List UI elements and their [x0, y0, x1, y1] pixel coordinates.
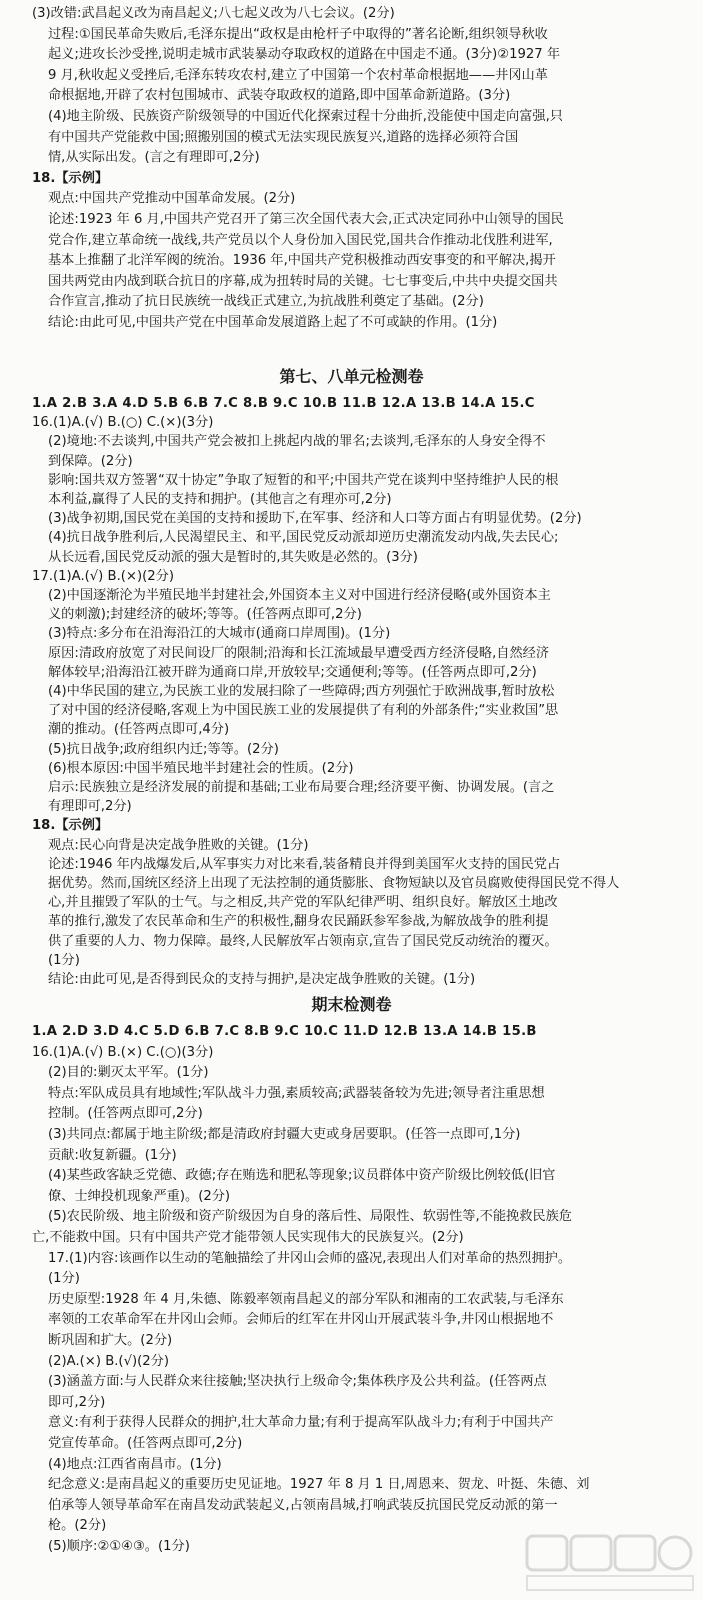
answer-line: 17.(1)A.(√) B.(×)(2分)	[32, 568, 174, 584]
answer-line: 断巩固和扩大。(2分)	[48, 1333, 173, 1348]
answer-line: 影响:国共双方签署“双十协定”争取了短暂的和平;中国共产党在谈判中坚持维护人民的根	[48, 472, 559, 488]
answer-line: 论述:1923 年 6 月,中国共产党召开了第三次全国代表大会,正式决定同孙中山领导的国民	[48, 212, 564, 227]
answer-line: 伯承等人领导革命军在南昌发动武装起义,占领南昌城,打响武装反抗国民党反动派的第一	[48, 1497, 558, 1513]
answer-line: 起义;进攻长沙受挫,说明走城市武装暴动夺取政权的道路在中国走不通。(3分)②1927 年	[48, 47, 561, 63]
answer-line: 从长远看,国民党反动派的强大是暂时的,其失败是必然的。(3分)	[48, 549, 418, 565]
answer-line: 党宣传革命。(任答两点即可,2分)	[48, 1436, 243, 1451]
answer-line: (1分)	[48, 952, 80, 968]
answer-line: 特点:军队成员具有地域性;军队战斗力强,素质较高;武器装备较为先进;领导者注重思想	[48, 1085, 545, 1101]
answer-line: 潮的推动。(任答两点即可,4分)	[48, 722, 230, 738]
answer-line: 有理即可,2分)	[48, 799, 132, 815]
answer-line: (5)农民阶级、地主阶级和资产阶级因为自身的落后性、局限性、软弱性等,不能挽救民族危	[48, 1209, 572, 1225]
answer-line: 有中国共产党能救中国;照搬别国的模式无法实现民族复兴,道路的选择必须符合国	[48, 129, 519, 145]
answer-line: 启示:民族独立是经济发展的前提和基础;工业布局要合理;经济要平衡、协调发展。(言之	[48, 780, 555, 795]
answer-line: 合作宣言,推动了抗日民族统一战线正式建立,为抗战胜利奠定了基础。(2分)	[48, 294, 484, 310]
answer-line: (2)境地:不去谈判,中国共产党会被扣上挑起内战的罪名;去谈判,毛泽东的人身安全得不	[48, 434, 546, 450]
answer-line: 情,从实际出发。(言之有理即可,2分)	[48, 150, 260, 166]
answer-line: 结论:由此可见,中国共产党在中国革命发展道路上起了不可或缺的作用。(1分)	[48, 315, 498, 330]
answer-line: 国共两党由内战到联合抗日的序幕,成为扭转时局的关键。七七事变后,中共中央提交国共	[48, 273, 558, 289]
answer-line: 原因:清政府放宽了对民间设厂的限制;沿海和长江流域最早遭受西方经济侵略,自然经济	[48, 645, 550, 661]
answer-line: 心,并且摧毁了军队的士气。与之相反,共产党的军队纪律严明、组织良好。解放区土地改	[48, 895, 558, 911]
answer-line: 观点:中国共产党推动中国革命发展。(2分)	[48, 191, 296, 207]
answer-line: 控制。(任答两点即可,2分)	[48, 1106, 203, 1122]
answer-line: (3)共同点:都属于地主阶级;都是清政府封疆大吏或身居要职。(任答一点即可,1分)	[48, 1127, 521, 1142]
answer-line: 意义:有利于获得人民群众的拥护,壮大革命力量;有利于提高军队战斗力;有利于中国共产	[48, 1415, 554, 1431]
answer-line: 17.(1)内容:该画作以生动的笔触描绘了井冈山会师的盛况,表现出人们对革命的热烈拥护。	[48, 1250, 572, 1266]
answer-line: 亡,不能救中国。只有中国共产党才能带领人民实现伟大的民族复兴。(2分)	[32, 1230, 464, 1245]
answer-line: (1分)	[48, 1271, 80, 1287]
answer-line: 枪。(2分)	[48, 1518, 107, 1534]
answer-line: 贡献:收复新疆。(1分)	[48, 1147, 177, 1163]
answer-line: (2)目的:剿灭太平军。(1分)	[48, 1065, 209, 1081]
answer-line: 命根据地,开辟了农村包围城市、武装夺取政权的道路,即中国革命新道路。(3分)	[48, 88, 511, 104]
answer-line: 了对中国的经济侵略,客观上为中国民族工业的发展提供了有利的外部条件;“实业救国”思	[48, 703, 559, 719]
answer-line: 革的推行,激发了农民革命和生产的积极性,翻身农民踊跃参军参战,为解放战争的胜利提	[48, 914, 549, 930]
answer-key-row: 1.A 2.D 3.D 4.C 5.D 6.B 7.C 8.B 9.C 10.C 11.D 12.B 13.A 14.B 15.B	[32, 1024, 537, 1039]
answer-line: 18.【示例】	[32, 818, 109, 834]
answer-line: 僚、士绅投机现象严重)。(2分)	[48, 1188, 231, 1204]
answer-line: 率领的工农革命军在井冈山会师。会师后的红军在井冈山开展武装斗争,井冈山根据地不	[48, 1312, 554, 1328]
answer-line: (5)顺序:②①④③。(1分)	[48, 1539, 190, 1554]
answer-line: 本利益,赢得了人民的支持和拥护。(其他言之有理亦可,2分)	[48, 492, 392, 507]
answer-line: 供了重要的人力、物力保障。最终,人民解放军占领南京,宣告了国民党反动统治的覆灭。	[48, 933, 558, 949]
answer-line: (2)中国逐渐沦为半殖民地半封建社会,外国资本主义对中国进行经济侵略(或外国资本主	[48, 588, 551, 603]
answer-line: (4)某些政客缺乏党德、政德;存在贿选和肥私等现象;议员群体中资产阶级比例较低(旧官	[48, 1168, 556, 1184]
answer-line: 16.(1)A.(√) B.(×) C.(○)(3分)	[32, 1044, 214, 1060]
answer-line: 观点:民心向背是决定战争胜败的关键。(1分)	[48, 837, 309, 853]
answer-line: 据优势。然而,国统区经济上出现了无法控制的通货膨胀、食物短缺以及官员腐败使得国民党不得人	[48, 876, 620, 891]
answer-line: (5)抗日战争;政府组织内迁;等等。(2分)	[48, 741, 279, 757]
section-title-final-exam: 期末检测卷	[311, 995, 392, 1014]
watermark-logo-icon	[525, 1532, 695, 1594]
answer-key-row: 1.A 2.B 3.A 4.D 5.B 6.B 7.C 8.B 9.C 10.B 11.B 12.A 13.B 14.A 15.C	[32, 396, 535, 411]
answer-line: 16.(1)A.(√) B.(○) C.(×)(3分)	[32, 415, 214, 431]
answer-line: 即可,2分)	[48, 1394, 106, 1410]
answer-line: (3)特点:多分布在沿海沿江的大城市(通商口岸周围)。(1分)	[48, 626, 391, 642]
answer-line: 18.【示例】	[32, 170, 109, 186]
answer-line: 义的刺激);封建经济的破坏;等等。(任答两点即可,2分)	[48, 607, 362, 623]
answer-line: (3)涵盖方面:与人民群众来往接触;坚决执行上级命令;集体秩序及公共利益。(任答两点	[48, 1374, 547, 1390]
answer-line: 基本上推翻了北洋军阀的统治。1936 年,中国共产党积极推动西安事变的和平解决,揭开	[48, 253, 556, 269]
section-title-unit-7-8: 第七、八单元检测卷	[279, 367, 424, 386]
answer-line: 纪念意义:是南昌起义的重要历史见证地。1927 年 8 月 1 日,周恩来、贺龙、叶挺、朱德、刘	[48, 1477, 590, 1493]
answer-line: 论述:1946 年内战爆发后,从军事实力对比来看,装备精良并得到美国军火支持的国民党占	[48, 856, 561, 872]
answer-line: (6)根本原因:中国半殖民地半封建社会的性质。(2分)	[48, 760, 354, 776]
answer-line: 结论:由此可见,是否得到民众的支持与拥护,是决定战争胜败的关键。(1分)	[48, 972, 476, 987]
answer-line: 解体较早;沿海沿江被开辟为通商口岸,开放较早;交通便利;等等。(任答两点即可,2分)	[48, 664, 537, 680]
answer-line: 过程:①国民革命失败后,毛泽东提出“政权是由枪杆子中取得的”著名论断,组织领导秋收	[48, 26, 548, 42]
answer-line: (3)战争初期,国民党在美国的支持和援助下,在军事、经济和人口等方面占有明显优势。(2分)	[48, 511, 582, 527]
answer-line: (4)抗日战争胜利后,人民渴望民主、和平,国民党反动派却逆历史潮流发动内战,失去民心;	[48, 530, 559, 546]
answer-line: (4)地点:江西省南昌市。(1分)	[48, 1456, 222, 1472]
answer-line: (3)改错:武昌起义改为南昌起义;八七起义改为八七会议。(2分)	[32, 6, 395, 21]
answer-line: 9 月,秋收起义受挫后,毛泽东转攻农村,建立了中国第一个农村革命根据地——井冈山革	[48, 67, 548, 83]
answer-line: (4)中华民国的建立,为民族工业的发展扫除了一些障碍;西方列强忙于欧洲战事,暂时放松	[48, 684, 555, 699]
answer-line: 历史原型:1928 年 4 月,朱德、陈毅率领南昌起义的部分军队和湘南的工农武装,与毛泽东	[48, 1291, 564, 1307]
answer-line: (4)地主阶级、民族资产阶级领导的中国近代化探索过程十分曲折,没能使中国走向富强,只	[48, 109, 563, 124]
answer-line: 党合作,建立革命统一战线,共产党员以个人身份加入国民党,国共合作推动北伐胜利进军,	[48, 232, 553, 248]
answer-line: (2)A.(×) B.(√)(2分)	[48, 1353, 169, 1369]
answer-line: 到保障。(2分)	[48, 453, 133, 469]
